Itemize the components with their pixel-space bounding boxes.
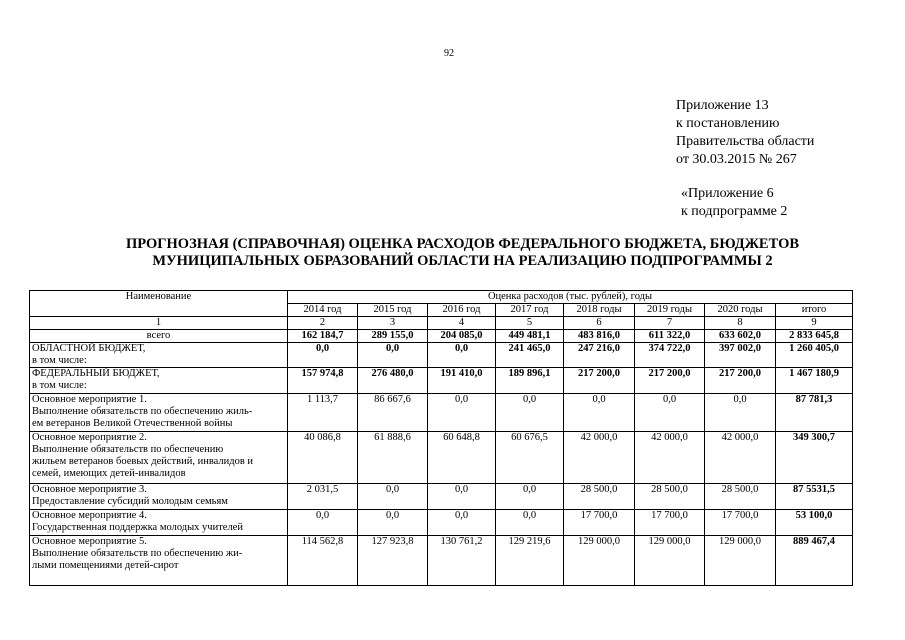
value-cell: 247 216,0 [564, 343, 635, 368]
row-name [30, 484, 288, 510]
value-cell: 28 500,0 [564, 484, 635, 510]
column-number: 4 [428, 317, 496, 330]
value-cell: 60 676,5 [496, 432, 564, 484]
value-cell: 127 923,8 [358, 536, 428, 586]
document-title [90, 236, 835, 270]
row-name-line: ОБЛАСТНОЙ БЮДЖЕТ, [32, 343, 146, 354]
value-cell: 2 031,5 [288, 484, 358, 510]
value-cell: 129 219,6 [496, 536, 564, 586]
row-name [30, 343, 288, 368]
row-name-line: Основное мероприятие 5. [32, 536, 147, 547]
table-row [30, 536, 853, 586]
value-cell: 217 200,0 [635, 368, 705, 394]
value-cell: 28 500,0 [705, 484, 776, 510]
value-cell: 1 467 180,9 [776, 368, 853, 394]
year-header: 2019 годы [635, 304, 705, 317]
row-name-line: ем ветеранов Великой Отечественной войны [32, 418, 233, 429]
title-line: МУНИЦИПАЛЬНЫХ ОБРАЗОВАНИЙ ОБЛАСТИ НА РЕАЛИЗАЦИЮ ПОДПРОГРАММЫ 2 [152, 253, 773, 269]
value-cell: 191 410,0 [428, 368, 496, 394]
value-cell: 349 300,7 [776, 432, 853, 484]
row-name-line: семей, имеющих детей-инвалидов [32, 468, 186, 479]
value-cell: 60 648,8 [428, 432, 496, 484]
annex-line: Приложение 13 [676, 98, 769, 113]
value-cell: 0,0 [635, 394, 705, 432]
value-cell: 42 000,0 [564, 432, 635, 484]
row-name-line: Основное мероприятие 2. [32, 432, 147, 443]
column-number: 8 [705, 317, 776, 330]
value-cell: 449 481,1 [496, 330, 564, 343]
column-number: 7 [635, 317, 705, 330]
value-cell: 87 781,3 [776, 394, 853, 432]
value-cell: 61 888,6 [358, 432, 428, 484]
page-number: 92 [444, 48, 454, 59]
value-cell: 40 086,8 [288, 432, 358, 484]
row-name-line: всего [146, 330, 171, 341]
annex-subheader [681, 185, 787, 221]
year-header: 2020 годы [705, 304, 776, 317]
value-cell: 204 085,0 [428, 330, 496, 343]
annex-header [676, 97, 814, 169]
value-cell: 2 833 645,8 [776, 330, 853, 343]
value-cell: 129 000,0 [705, 536, 776, 586]
annex-line: к постановлению [676, 116, 780, 131]
row-name-line: Выполнение обязательств по обеспечению жиль- [32, 406, 253, 417]
value-cell: 0,0 [564, 394, 635, 432]
value-cell: 217 200,0 [705, 368, 776, 394]
row-name [30, 510, 288, 536]
value-cell: 53 100,0 [776, 510, 853, 536]
value-cell: 17 700,0 [564, 510, 635, 536]
row-name-line: Предоставление субсидий молодым семьям [32, 496, 228, 507]
value-cell: 0,0 [705, 394, 776, 432]
value-cell: 0,0 [288, 343, 358, 368]
value-cell: 189 896,1 [496, 368, 564, 394]
value-cell: 289 155,0 [358, 330, 428, 343]
value-cell: 17 700,0 [635, 510, 705, 536]
value-cell: 0,0 [288, 510, 358, 536]
table-row [30, 368, 853, 394]
value-cell: 129 000,0 [564, 536, 635, 586]
value-cell: 889 467,4 [776, 536, 853, 586]
value-cell: 129 000,0 [635, 536, 705, 586]
column-number: 2 [288, 317, 358, 330]
value-cell: 86 667,6 [358, 394, 428, 432]
value-cell: 483 816,0 [564, 330, 635, 343]
row-name-line: Выполнение обязательств по обеспечению жи- [32, 548, 243, 559]
annex-line: Правительства области [676, 134, 815, 149]
year-header: 2015 год [358, 304, 428, 317]
row-name [30, 368, 288, 394]
row-name-line: лыми помещениями детей-сирот [32, 560, 179, 571]
row-name-line: Выполнение обязательств по обеспечению [32, 444, 224, 455]
row-name-line: Основное мероприятие 1. [32, 394, 147, 405]
value-cell: 28 500,0 [635, 484, 705, 510]
table-row [30, 510, 853, 536]
row-name-line: Государственная поддержка молодых учителей [32, 522, 243, 533]
value-cell: 1 260 405,0 [776, 343, 853, 368]
table-row [30, 432, 853, 484]
row-name [30, 536, 288, 586]
column-number: 1 [30, 317, 288, 330]
value-cell: 374 722,0 [635, 343, 705, 368]
value-cell: 217 200,0 [564, 368, 635, 394]
value-cell: 0,0 [428, 394, 496, 432]
value-cell: 0,0 [428, 343, 496, 368]
column-number: 6 [564, 317, 635, 330]
row-name-line: ФЕДЕРАЛЬНЫЙ БЮДЖЕТ, [32, 368, 160, 379]
header-row [30, 291, 853, 304]
row-name [30, 432, 288, 484]
value-cell: 1 113,7 [288, 394, 358, 432]
value-cell: 114 562,8 [288, 536, 358, 586]
value-cell: 611 322,0 [635, 330, 705, 343]
value-cell: 0,0 [358, 510, 428, 536]
value-cell: 157 974,8 [288, 368, 358, 394]
row-name-line: в том числе: [32, 355, 87, 366]
value-cell: 17 700,0 [705, 510, 776, 536]
row-name [30, 394, 288, 432]
row-name [30, 330, 288, 343]
row-name-line: в том числе: [32, 380, 87, 391]
expenses-table [29, 290, 853, 586]
value-cell: 130 761,2 [428, 536, 496, 586]
year-header: 2017 год [496, 304, 564, 317]
value-cell: 42 000,0 [705, 432, 776, 484]
table-row [30, 484, 853, 510]
annex-line: к подпрограмме 2 [681, 204, 788, 219]
value-cell: 0,0 [496, 510, 564, 536]
column-number: 9 [776, 317, 853, 330]
value-cell: 241 465,0 [496, 343, 564, 368]
annex-line: «Приложение 6 [681, 186, 774, 201]
row-name-line: жильем ветеранов боевых действий, инвалидов и [32, 456, 254, 467]
column-number: 3 [358, 317, 428, 330]
value-cell: 0,0 [358, 343, 428, 368]
value-cell: 0,0 [496, 394, 564, 432]
value-cell: 42 000,0 [635, 432, 705, 484]
year-header: итого [776, 304, 853, 317]
value-cell: 0,0 [358, 484, 428, 510]
column-numbers-row [30, 317, 853, 330]
title-line: ПРОГНОЗНАЯ (СПРАВОЧНАЯ) ОЦЕНКА РАСХОДОВ ФЕДЕРАЛЬНОГО БЮДЖЕТА, БЮДЖЕТОВ [125, 236, 800, 252]
value-cell: 633 602,0 [705, 330, 776, 343]
year-header: 2016 год [428, 304, 496, 317]
year-header: 2018 годы [564, 304, 635, 317]
value-cell: 0,0 [428, 484, 496, 510]
value-cell: 0,0 [428, 510, 496, 536]
table-row [30, 343, 853, 368]
value-cell: 0,0 [496, 484, 564, 510]
value-cell: 397 002,0 [705, 343, 776, 368]
table-row [30, 394, 853, 432]
table-row [30, 330, 853, 343]
value-cell: 162 184,7 [288, 330, 358, 343]
row-name-line: Основное мероприятие 3. [32, 484, 147, 495]
row-name-line: Основное мероприятие 4. [32, 510, 147, 521]
header-group: Оценка расходов (тыс. рублей), годы [288, 291, 853, 304]
year-header: 2014 год [288, 304, 358, 317]
header-name: Наименование [30, 291, 288, 317]
column-number: 5 [496, 317, 564, 330]
value-cell: 87 5531,5 [776, 484, 853, 510]
annex-line: от 30.03.2015 № 267 [676, 152, 797, 167]
value-cell: 276 480,0 [358, 368, 428, 394]
